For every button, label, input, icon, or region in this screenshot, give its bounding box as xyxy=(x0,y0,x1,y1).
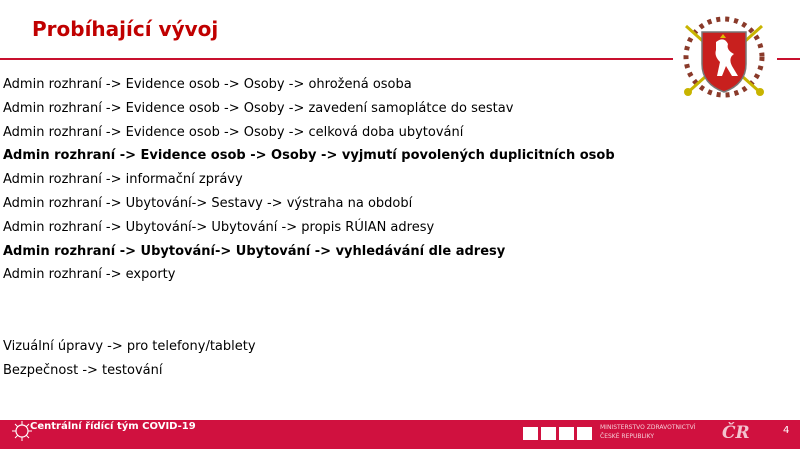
title-rule-left xyxy=(0,58,673,60)
list-item: Admin rozhraní -> Evidence osob -> Osoby -> celková doba ubytování xyxy=(3,124,464,140)
coat-of-arms-emblem-icon xyxy=(678,12,770,102)
footer-team-name: Centrální řídící tým COVID-19 xyxy=(30,421,196,432)
title-rule-right xyxy=(777,58,800,60)
list-item: Bezpečnost -> testování xyxy=(3,362,163,378)
list-item: Admin rozhraní -> Evidence osob -> Osoby -> ohrožená osoba xyxy=(3,77,412,92)
list-item: Vizuální úpravy -> pro telefony/tablety xyxy=(3,338,256,354)
ministry-name: MINISTERSTVO ZDRAVOTNICTVÍ ČESKÉ REPUBLIKY xyxy=(600,424,696,440)
list-item: Admin rozhraní -> Ubytování-> Ubytování -> propis RÚIAN adresy xyxy=(3,219,435,235)
list-item: Admin rozhraní -> Ubytování-> Sestavy -> výstraha na období xyxy=(3,195,413,211)
list-item: Admin rozhraní -> Evidence osob -> Osoby -> vyjmutí povolených duplicitních osob xyxy=(3,148,615,164)
list-item: Admin rozhraní -> informační zprávy xyxy=(3,172,243,188)
footer-bar xyxy=(0,420,800,449)
cr-logo: ČR xyxy=(722,423,750,443)
list-item: Admin rozhraní -> exporty xyxy=(3,267,176,283)
development-list xyxy=(3,76,615,385)
list-item: Admin rozhraní -> Ubytování-> Ubytování -> vyhledávání dle adresy xyxy=(3,243,506,259)
list-item: Admin rozhraní -> Evidence osob -> Osoby -> zavedení samoplátce do sestav xyxy=(3,100,514,116)
page-number: 4 xyxy=(783,425,790,436)
slide-title: Probíhající vývoj xyxy=(32,17,219,41)
spacer xyxy=(3,290,615,338)
